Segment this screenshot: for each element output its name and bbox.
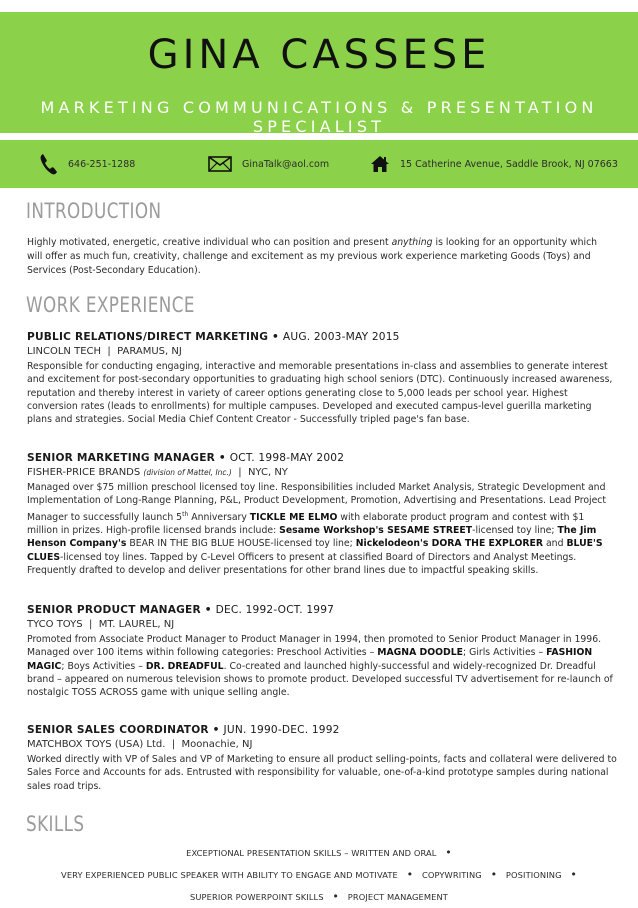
bullet-separator: • (570, 868, 577, 881)
job-title: SENIOR PRODUCT MANAGER (27, 604, 201, 616)
skills-list (16, 842, 622, 908)
bullet-separator: • (406, 868, 414, 881)
job-entry (27, 331, 617, 426)
pipe-separator: | (107, 346, 111, 357)
contact-email (208, 140, 329, 188)
pipe-separator: | (88, 619, 93, 630)
introduction-heading: INTRODUCTION (26, 199, 162, 223)
contact-address (370, 140, 618, 188)
job-description: Responsible for conducting engaging, interactive and memorable presentations in-class and assemblies to generate interest and excitement for post-secondary opportunities to graduating high school seniors (DTC). Continuously increased awareness, reputation and thereby interest in variety of career options generating close to 5,000 leads per school year. Highest conversion rates (leads to enrollments) for multiple campuses. Developed and executed campus-level guerilla marketing plans and strategies. Social Media Chief Content Creator - Successfully tripled page's fan base. (27, 361, 613, 426)
job-header (27, 331, 617, 343)
desc-superscript: th (182, 510, 189, 518)
job-entry (27, 604, 617, 699)
brand-name: Nickelodeon's DORA THE EXPLORER (355, 538, 544, 550)
job-title: SENIOR SALES COORDINATOR (27, 724, 209, 736)
job-title: PUBLIC RELATIONS/DIRECT MARKETING (27, 331, 269, 343)
bullet-separator: • (445, 846, 452, 859)
job-division: (division of Mattel, Inc.) (143, 468, 232, 477)
brand-name: The Jim Henson Company's (27, 524, 597, 550)
desc-part: Managed over $75 million preschool licensed toy line. Responsibilities included Market Analysis, Strategic Development and Implementation of Long-Range Planning, P&L, Product Development, Promotion, Advertising and Presentations. Lead Project Manager to successfully launch 5 (27, 482, 607, 523)
skill-item: PROJECT MANAGEMENT (347, 892, 448, 902)
job-description (27, 633, 617, 699)
job-dates: JUN. 1990-DEC. 1992 (223, 724, 340, 736)
skill-item: VERY EXPERIENCED PUBLIC SPEAKER WITH ABILITY TO ENGAGE AND MOTIVATE (61, 870, 398, 880)
brand-name: FASHION MAGIC (27, 647, 593, 672)
brand-name: DR. DREADFUL (145, 660, 224, 672)
job-company: LINCOLN TECH (27, 346, 102, 357)
skill-item: POSITIONING (505, 870, 562, 880)
intro-part: is looking for an opportunity which will offer as much fun, creativity, challenge and excitement as my previous work experience marketing Goods (Toys) and Services (Post-Secondary Education). (27, 237, 598, 276)
job-company: FISHER-PRICE BRANDS (27, 467, 141, 478)
job-location: PARAMUS, NJ (117, 346, 182, 357)
contact-phone (40, 140, 135, 188)
job-title: SENIOR MARKETING MANAGER (27, 452, 215, 464)
brand-name: BLUE'S CLUES (27, 538, 603, 563)
desc-part: and (543, 538, 567, 550)
brand-name: Sesame Workshop's SESAME STREET (279, 524, 473, 536)
candidate-name: GINA CASSESE (147, 32, 491, 78)
pipe-separator: | (171, 739, 176, 750)
bullet-separator: • (204, 604, 212, 616)
address-text: 15 Catherine Avenue, Saddle Brook, NJ 07663 (400, 158, 618, 170)
job-company-line (27, 345, 617, 359)
job-company: TYCO TOYS (27, 619, 83, 630)
bullet-separator: • (272, 331, 280, 343)
job-description (27, 481, 617, 577)
job-company: MATCHBOX TOYS (USA) Ltd. (27, 739, 166, 750)
brand-name: MAGNA DOODLE (377, 647, 464, 659)
skill-item: COPYWRITING (421, 870, 482, 880)
work-experience-heading: WORK EXPERIENCE (26, 293, 195, 317)
introduction-text (27, 236, 613, 278)
skills-heading: SKILLS (26, 812, 85, 836)
pipe-separator: | (238, 467, 242, 478)
professional-title: MARKETING COMMUNICATIONS & PRESENTATION SPECIALIST (40, 98, 598, 136)
desc-part: -licensed toy line; (472, 524, 558, 536)
brand-name: TICKLE ME ELMO (249, 511, 338, 523)
job-company-line (27, 738, 617, 752)
desc-part: ; Boys Activities – (61, 660, 146, 672)
phone-text: 646-251-1288 (68, 158, 136, 170)
desc-part: Anniversary (188, 511, 250, 523)
job-header (27, 604, 617, 616)
desc-part: with elaborate product program and contest with $1 million in prizes. High-profile licensed brands include: (27, 511, 585, 536)
desc-part: . Co-created and launched highly-successful and widely-recognized Dr. Dreadful brand – appeared on numerous television shows to promote product. Developed successful TV advertisement for re-launch of nostalgic TOSS ACROSS game with unique selling angle. (27, 660, 613, 699)
job-location: NYC, NY (247, 467, 288, 478)
contact-bar (0, 140, 638, 188)
bullet-separator: • (332, 890, 339, 903)
job-entry (27, 452, 617, 577)
job-dates: AUG. 2003-MAY 2015 (282, 331, 400, 343)
job-dates: DEC. 1992-OCT. 1997 (215, 604, 335, 616)
job-company-line (27, 618, 617, 632)
desc-part: BEAR IN THE BIG BLUE HOUSE-licensed toy line; (126, 538, 356, 550)
skill-item: EXCEPTIONAL PRESENTATION SKILLS – WRITTEN AND ORAL (186, 848, 437, 858)
job-location: Moonachie, NJ (181, 739, 253, 750)
phone-icon (40, 153, 58, 175)
job-description: Worked directly with VP of Sales and VP of Marketing to ensure all product selling-points, facts and collateral were delivered to Sales Force and Accounts for ads. Entrusted with responsibility for valuable, one-of-a-kind prototype samples during national sales road trips. (27, 754, 617, 792)
desc-part: Promoted from Associate Product Manager to Product Manager in 1994, then promoted to Senior Product Manager in 1996. Managed over 100 items within following categories: Preschool Activities – (27, 634, 602, 659)
home-icon (370, 155, 390, 173)
desc-part: -licensed toy lines. Tapped by C-Level Officers to present at classified Board of Directors and Analyst Meetings. Frequently drafted to develop and deliver presentations for other brand lines due to impactful speaking skills. (27, 551, 577, 576)
bullet-separator: • (490, 868, 498, 881)
desc-part: ; Girls Activities – (463, 647, 547, 659)
job-dates: OCT. 1998-MAY 2002 (229, 452, 345, 464)
bullet-separator: • (212, 724, 220, 736)
envelope-icon (208, 156, 232, 172)
header-band (0, 0, 638, 136)
skill-item: SUPERIOR POWERPOINT SKILLS (190, 892, 324, 902)
bullet-separator: • (218, 452, 226, 464)
email-text[interactable]: GinaTalk@aol.com (242, 158, 330, 170)
job-company-line (27, 466, 617, 480)
intro-italic: anything (391, 237, 433, 248)
job-entry (27, 724, 617, 793)
intro-part: Highly motivated, energetic, creative individual who can position and present (27, 237, 392, 248)
job-header (27, 452, 617, 464)
job-header (27, 724, 617, 736)
job-location: MT. LAUREL, NJ (98, 619, 175, 630)
